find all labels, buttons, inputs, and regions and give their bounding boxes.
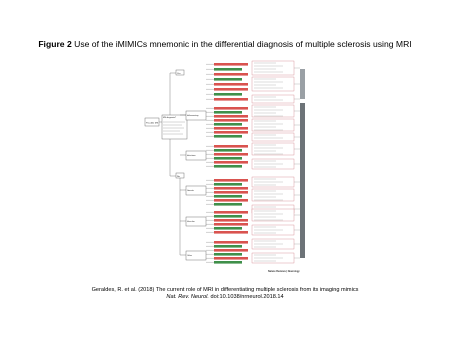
red-finding-bar bbox=[214, 127, 248, 130]
green-finding-bar bbox=[214, 215, 242, 218]
red-finding-bar bbox=[214, 131, 248, 134]
red-finding-bar bbox=[214, 88, 248, 91]
red-finding-bar bbox=[214, 249, 248, 252]
red-finding-bar bbox=[214, 191, 248, 194]
green-finding-bar bbox=[214, 135, 242, 138]
green-finding-bar bbox=[214, 183, 242, 186]
red-finding-bar bbox=[214, 219, 248, 222]
finding-bars bbox=[206, 63, 248, 264]
description-box bbox=[252, 133, 294, 141]
green-finding-bar bbox=[214, 261, 242, 264]
red-finding-bar bbox=[214, 98, 248, 101]
group-node-vascular bbox=[180, 217, 206, 226]
svg-text:Inflammatory: Inflammatory bbox=[187, 115, 199, 117]
red-finding-bar bbox=[214, 179, 248, 182]
group-node-other bbox=[180, 251, 206, 260]
green-finding-bar bbox=[214, 245, 242, 248]
svg-text:Other: Other bbox=[187, 255, 193, 257]
citation bbox=[0, 287, 450, 301]
red-finding-bar bbox=[214, 73, 248, 76]
flowchart-figure bbox=[140, 55, 315, 280]
svg-text:Infections: Infections bbox=[187, 155, 196, 157]
green-finding-bar bbox=[214, 78, 242, 81]
root-node-label: Possible MS bbox=[146, 122, 159, 125]
red-finding-bar bbox=[214, 211, 248, 214]
slide-title bbox=[0, 39, 450, 50]
red-finding-bar bbox=[214, 161, 248, 164]
red-finding-bar bbox=[214, 107, 248, 110]
no-node-label: No bbox=[177, 175, 180, 178]
red-finding-bar bbox=[214, 241, 248, 244]
green-finding-bar bbox=[214, 149, 242, 152]
green-finding-bar bbox=[214, 111, 242, 114]
description-box bbox=[252, 95, 294, 103]
citation-ref bbox=[0, 294, 450, 301]
red-finding-bar bbox=[214, 257, 248, 260]
red-finding-bar bbox=[214, 153, 248, 156]
green-finding-bar bbox=[214, 253, 242, 256]
green-finding-bar bbox=[214, 203, 242, 206]
figure-label: Figure 2 bbox=[38, 39, 72, 49]
red-finding-bar bbox=[214, 115, 248, 118]
green-finding-bar bbox=[214, 123, 242, 126]
red-finding-bar bbox=[214, 145, 248, 148]
red-finding-bar bbox=[214, 83, 248, 86]
red-finding-bar bbox=[214, 199, 248, 202]
svg-text:Genetic: Genetic bbox=[187, 190, 194, 192]
red-finding-bar bbox=[214, 223, 248, 226]
citation-authors: Geraldes, R. et al. (2018) The current role of MRI in differentiating multiple sclerosis from its imaging mimics bbox=[91, 287, 359, 293]
group-node-infections bbox=[180, 151, 206, 160]
green-finding-bar bbox=[214, 195, 242, 198]
green-finding-bar bbox=[214, 227, 242, 230]
decision-node-label: MS diagnosis? bbox=[163, 117, 177, 119]
right-grey-bar bbox=[300, 103, 305, 258]
red-finding-bar bbox=[214, 63, 248, 66]
citation-doi: doi:10.1038/nrneurol.2018.14 bbox=[210, 294, 284, 300]
citation-journal: Nat. Rev. Neurol. bbox=[166, 294, 209, 300]
red-finding-bar bbox=[214, 187, 248, 190]
svg-text:Vascular: Vascular bbox=[187, 221, 195, 223]
red-finding-bar bbox=[214, 231, 248, 234]
red-finding-bar bbox=[214, 119, 248, 122]
green-finding-bar bbox=[214, 165, 242, 168]
yes-node-label: Yes bbox=[177, 72, 181, 75]
green-finding-bar bbox=[214, 93, 242, 96]
description-boxes bbox=[252, 61, 300, 263]
right-grey-bar-top bbox=[300, 69, 305, 99]
green-finding-bar bbox=[214, 68, 242, 71]
group-node-genetic bbox=[180, 186, 206, 195]
footer-note: Nature Reviews | Neurology bbox=[268, 270, 300, 273]
figure-title-text: Use of the iMIMICs mnemonic in the differential diagnosis of multiple sclerosis using MRI bbox=[74, 39, 412, 49]
green-finding-bar bbox=[214, 157, 242, 160]
